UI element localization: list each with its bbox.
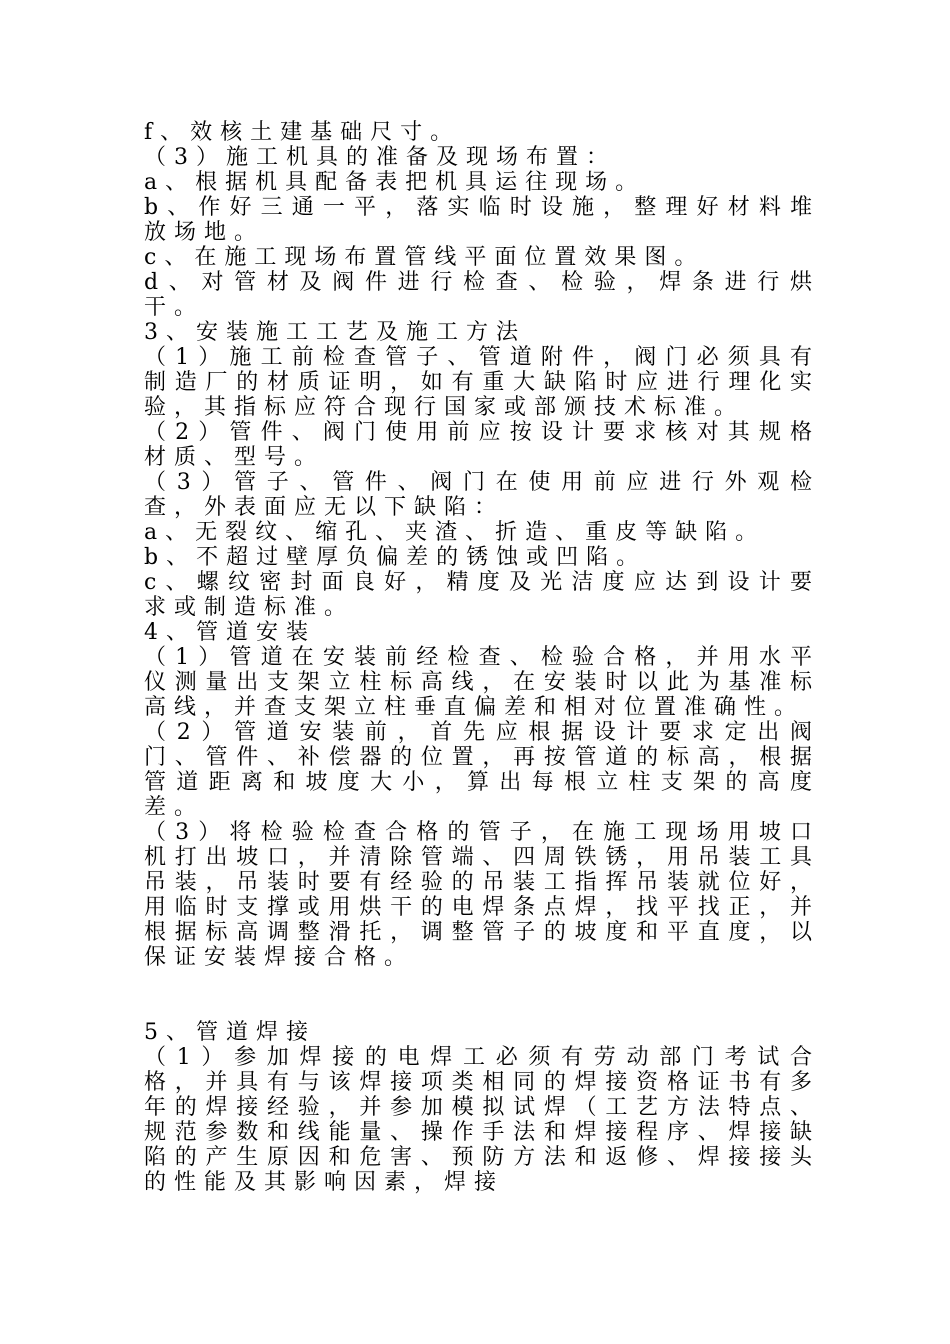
paragraph: c、在施工现场布置管线平面位置效果图。 — [144, 245, 705, 270]
blank-space — [144, 970, 820, 1020]
section-heading: 3、安装施工工艺及施工方法 — [144, 320, 526, 345]
paragraph: （2）管件、阀门使用前应按设计要求核对其规格材质、型号。 — [144, 420, 820, 470]
paragraph: （1）管道在安装前经检查、检验合格，并用水平仪测量出支架立柱标高线，在安装时以此为基准标高线，并查支架立柱垂直偏差和相对位置准确性。 — [144, 645, 820, 720]
paragraph: c、螺纹密封面良好，精度及光洁度应达到设计要求或制造标准。 — [144, 570, 820, 620]
paragraph: b、不超过壁厚负偏差的锈蚀或凹陷。 — [144, 545, 647, 570]
paragraph: （2）管道安装前，首先应根据设计要求定出阀门、管件、补偿器的位置，再按管道的标高，根据管道距离和坡度大小，算出每根立柱支架的高度差。 — [144, 720, 820, 820]
paragraph: （3）施工机具的准备及现场布置： — [144, 145, 616, 170]
document-body — [144, 120, 820, 1195]
paragraph: f、效核土建基础尺寸。 — [144, 120, 461, 145]
paragraph: a、根据机具配备表把机具运往现场。 — [144, 170, 646, 195]
paragraph: （1）施工前检查管子、管道附件，阀门必须具有制造厂的材质证明，如有重大缺陷时应进行理化实验，其指标应符合现行国家或部颁技术标准。 — [144, 345, 820, 420]
paragraph: d、对管材及阀件进行检查、检验，焊条进行烘干。 — [144, 270, 820, 320]
paragraph: （3）管子、管件、阀门在使用前应进行外观检查，外表面应无以下缺陷： — [144, 470, 820, 520]
paragraph: （1）参加焊接的电焊工必须有劳动部门考试合格，并具有与该焊接项类相同的焊接资格证书有多年的焊接经验，并参加模拟试焊（工艺方法特点、规范参数和线能量、操作手法和焊接程序、焊接缺陷的产生原因和危害、预防方法和返修、焊接接头的性能及其影响因素，焊接 — [144, 1045, 820, 1195]
section-heading: 5、管道焊接 — [144, 1020, 316, 1045]
paragraph: b、作好三通一平，落实临时设施，整理好材料堆放场地。 — [144, 195, 820, 245]
paragraph: a、无裂纹、缩孔、夹渣、折造、重皮等缺陷。 — [144, 520, 766, 545]
section-heading: 4、管道安装 — [144, 620, 316, 645]
paragraph: （3）将检验检查合格的管子，在施工现场用坡口机打出坡口，并清除管端、四周铁锈，用吊装工具吊装，吊装时要有经验的吊装工指挥吊装就位好，用临时支撑或用烘干的电焊条点焊，找平找正，并根据标高调整滑托，调整管子的坡度和平直度，以保证安装焊接合格。 — [144, 820, 820, 970]
